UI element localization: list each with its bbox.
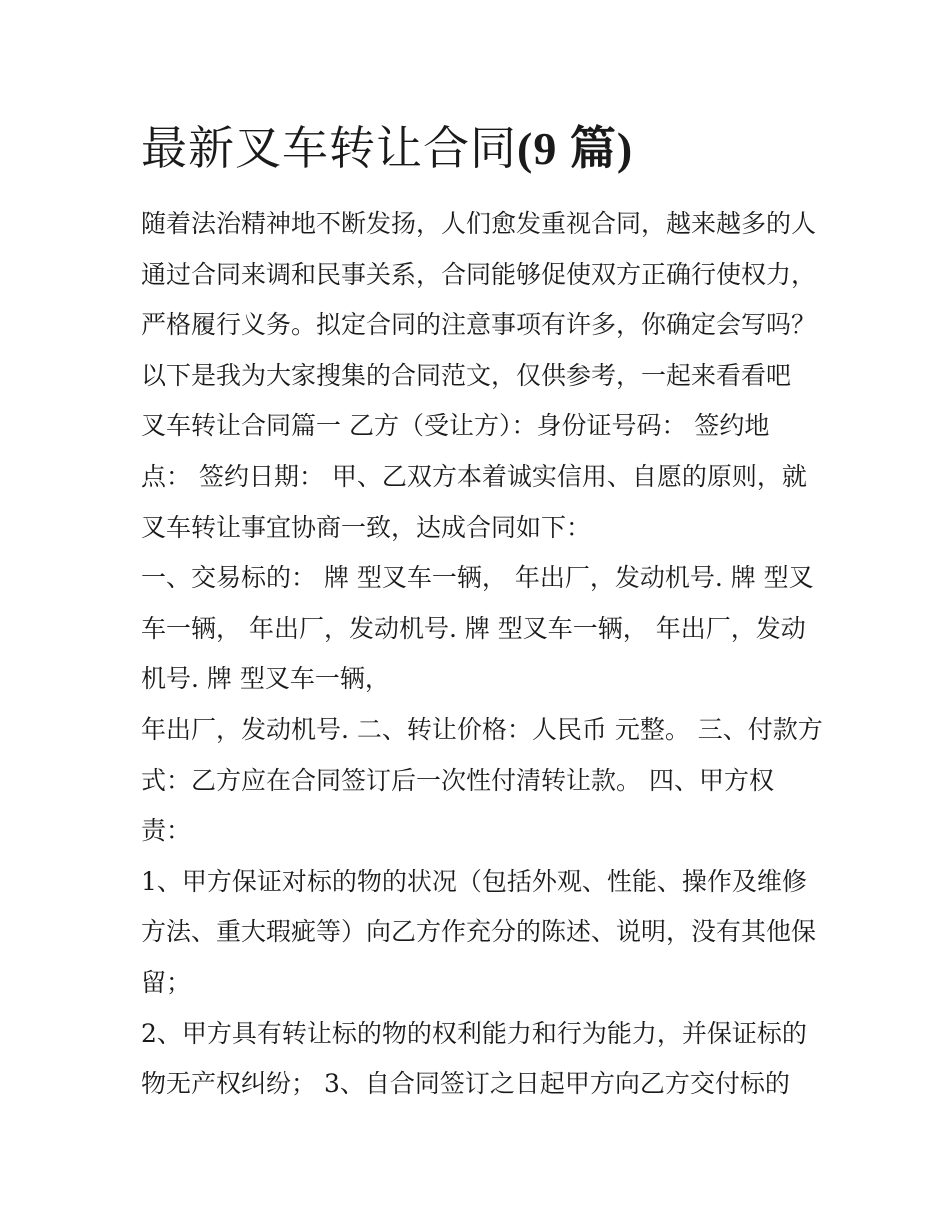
title-suffix: (9 篇) [517, 123, 634, 174]
body-line: 机号. 牌 型叉车一辆， [141, 664, 390, 694]
body-line: 2、甲方具有转让标的物的权利能力和行为能力，并保证标的 [141, 1018, 807, 1048]
body-line: 一、交易标的： 牌 型叉车一辆， 年出厂，发动机号. 牌 型叉 [141, 563, 814, 593]
body-line: 1、甲方保证对标的物的状况（包括外观、性能、操作及维修 [141, 866, 807, 896]
body-line: 通过合同来调和民事关系，合同能够促使双方正确行使权力， [141, 259, 817, 289]
document-body [141, 199, 821, 1110]
body-line: 叉车转让合同篇一 乙方（受让方）：身份证号码： 签约地 [141, 411, 770, 441]
body-line: 随着法治精神地不断发扬，人们愈发重视合同，越来越多的人 [141, 209, 817, 238]
title-main: 最新叉车转让合同 [141, 121, 517, 175]
body-line: 叉车转让事宜协商一致，达成合同如下： [141, 512, 592, 542]
body-line: 以下是我为大家搜集的合同范文，仅供参考，一起来看看吧 [141, 360, 792, 390]
body-line: 方法、重大瑕疵等）向乙方作充分的陈述、说明，没有其他保 [141, 917, 817, 947]
document-title [141, 112, 821, 185]
body-line: 严格履行义务。拟定合同的注意事项有许多，你确定会写吗？ [141, 310, 817, 340]
body-line: 年出厂，发动机号. 二、转让价格：人民币 元整。 三、付款方 [141, 714, 823, 744]
body-line: 车一辆， 年出厂，发动机号. 牌 型叉车一辆， 年出厂，发动 [141, 613, 806, 643]
body-line: 式：乙方应在合同签订后一次性付清转让款。 四、甲方权 [141, 765, 774, 795]
body-line: 物无产权纠纷； 3、自合同签订之日起甲方向乙方交付标的 [141, 1069, 790, 1099]
body-line: 责： [141, 816, 192, 846]
body-line: 点： 签约日期： 甲、乙双方本着诚实信用、自愿的原则，就 [141, 461, 807, 491]
body-line: 留； [141, 967, 192, 997]
document-page [141, 112, 821, 1110]
